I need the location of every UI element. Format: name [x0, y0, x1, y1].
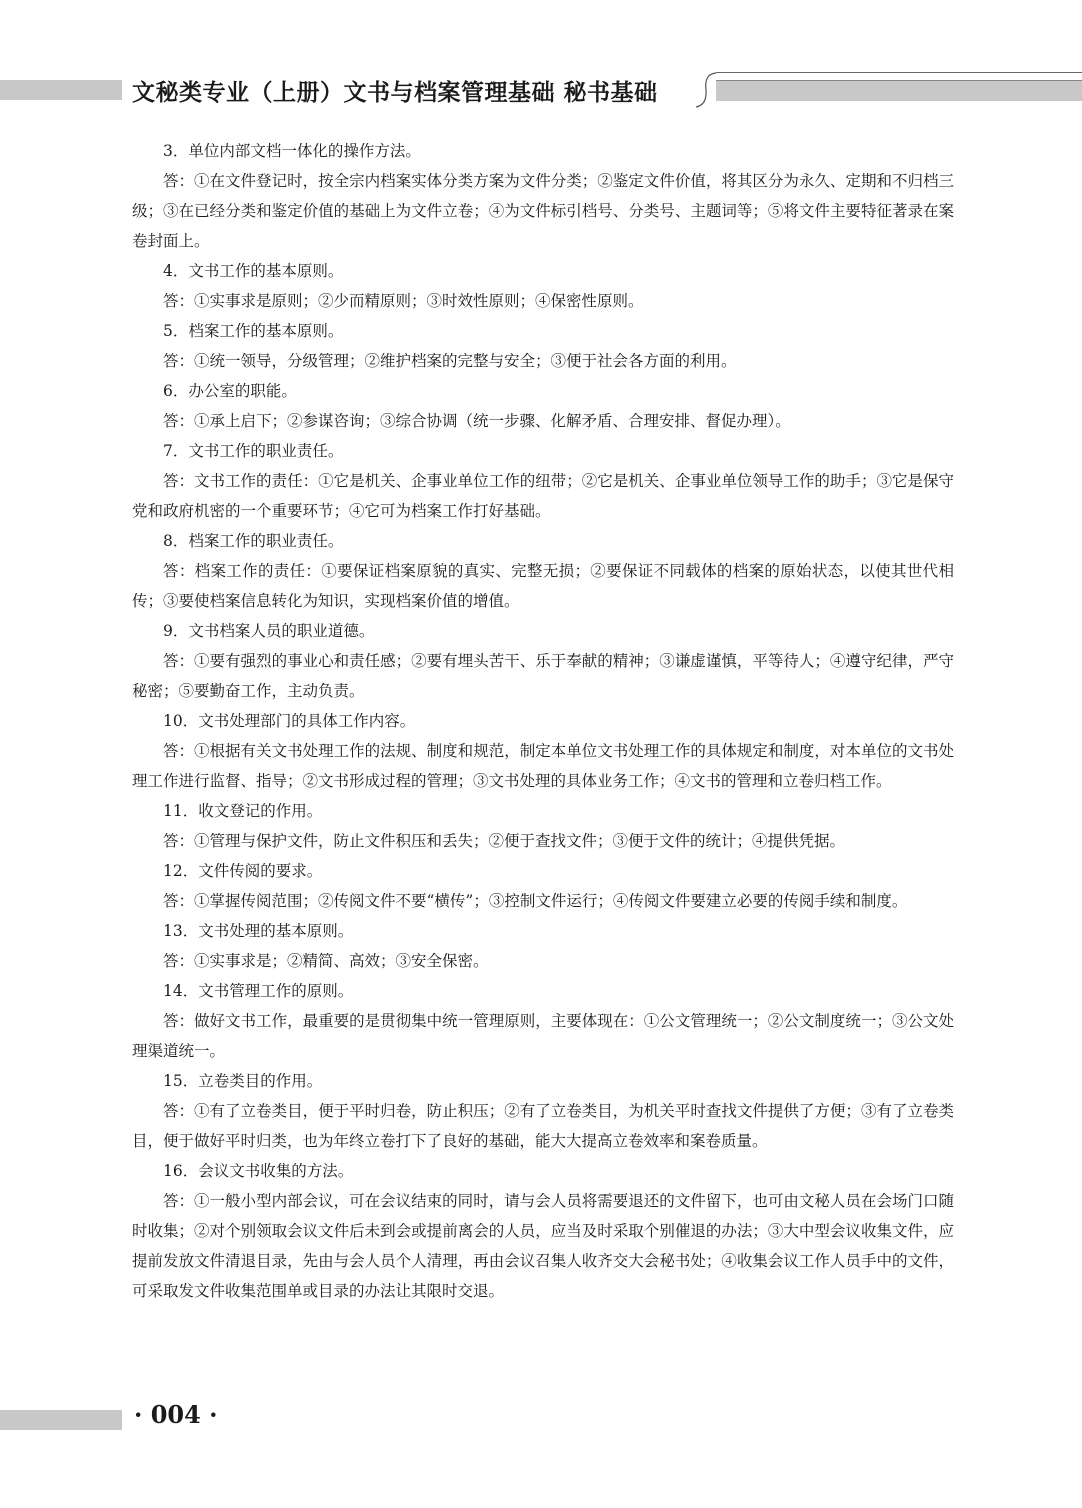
answer-7: 答：文书工作的责任：①它是机关、企事业单位工作的纽带；②它是机关、企事业单位领导工作的助手；③它是保守党和政府机密的一个重要环节；④它可为档案工作打好基础。	[132, 472, 954, 520]
header-bar-left	[0, 80, 122, 100]
answer-6: 答：①承上启下；②参谋咨询；③综合协调（统一步骤、化解矛盾、合理安排、督促办理）。	[163, 412, 791, 430]
question-7: 7．文书工作的职业责任。	[163, 442, 344, 460]
answer-12: 答：①掌握传阅范围；②传阅文件不要“横传”；③控制文件运行；④传阅文件要建立必要的传阅手续和制度。	[163, 892, 908, 910]
answer-16: 答：①一般小型内部会议，可在会议结束的同时，请与会人员将需要退还的文件留下，也可由文秘人员在会场门口随时收集；②对个别领取会议文件后未到会或提前离会的人员，应当及时采取个别催退的办法；③大中型会议收集文件，应提前发放文件清退目录，先由与会人员个人清理，再由会议召集人收齐交大会秘书处；④收集会议工作人员手中的文件，可采取发文件收集范围单或目录的办法让其限时交退。	[132, 1192, 954, 1300]
answer-11: 答：①管理与保护文件，防止文件积压和丢失；②便于查找文件；③便于文件的统计；④提供凭据。	[163, 832, 846, 850]
header-bar-right	[716, 80, 1082, 101]
answer-8: 答：档案工作的责任：①要保证档案原貌的真实、完整无损；②要保证不同载体的档案的原始状态，以使其世代相传；③要使档案信息转化为知识，实现档案价值的增值。	[132, 562, 954, 610]
question-16: 16．会议文书收集的方法。	[163, 1162, 354, 1180]
answer-4: 答：①实事求是原则；②少而精原则；③时效性原则；④保密性原则。	[163, 292, 644, 310]
question-8: 8．档案工作的职业责任。	[163, 532, 344, 550]
question-9: 9．文书档案人员的职业道德。	[163, 622, 375, 640]
page-footer	[0, 1400, 1082, 1436]
header-title: 文秘类专业（上册）文书与档案管理基础 秘书基础	[132, 80, 658, 106]
question-15: 15．立卷类目的作用。	[163, 1072, 323, 1090]
question-11: 11．收文登记的作用。	[163, 802, 323, 820]
page-header	[0, 72, 1082, 110]
answer-15: 答：①有了立卷类目，便于平时归卷，防止积压；②有了立卷类目，为机关平时查找文件提供了方便；③有了立卷类目，便于做好平时归类，也为年终立卷打下了良好的基础，能大大提高立卷效率和案卷质量。	[132, 1102, 954, 1150]
question-12: 12．文件传阅的要求。	[163, 862, 323, 880]
header-top-rule	[716, 72, 1082, 73]
page-number: · 004 ·	[134, 1400, 218, 1429]
question-10: 10．文书处理部门的具体工作内容。	[163, 712, 416, 730]
question-3: 3．单位内部文档一体化的操作方法。	[163, 142, 421, 160]
answer-10: 答：①根据有关文书处理工作的法规、制度和规范，制定本单位文书处理工作的具体规定和制度，对本单位的文书处理工作进行监督、指导；②文书形成过程的管理；③文书处理的具体业务工作；④文书的管理和立卷归档工作。	[132, 742, 954, 790]
question-4: 4．文书工作的基本原则。	[163, 262, 344, 280]
answer-9: 答：①要有强烈的事业心和责任感；②要有埋头苦干、乐于奉献的精神；③谦虚谨慎，平等待人；④遵守纪律，严守秘密；⑤要勤奋工作，主动负责。	[132, 652, 954, 700]
question-6: 6．办公室的职能。	[163, 382, 297, 400]
question-14: 14．文书管理工作的原则。	[163, 982, 354, 1000]
answer-13: 答：①实事求是；②精简、高效；③安全保密。	[163, 952, 489, 970]
page-content	[132, 136, 954, 1306]
question-13: 13．文书处理的基本原则。	[163, 922, 354, 940]
answer-3: 答：①在文件登记时，按全宗内档案实体分类方案为文件分类；②鉴定文件价值，将其区分为永久、定期和不归档三级；③在已经分类和鉴定价值的基础上为文件立卷；④为文件标引档号、分类号、主题词等；⑤将文件主要特征著录在案卷封面上。	[132, 172, 954, 250]
answer-5: 答：①统一领导，分级管理；②维护档案的完整与安全；③便于社会各方面的利用。	[163, 352, 737, 370]
answer-14: 答：做好文书工作，最重要的是贯彻集中统一管理原则，主要体现在：①公文管理统一；②公文制度统一；③公文处理渠道统一。	[132, 1012, 954, 1060]
question-5: 5．档案工作的基本原则。	[163, 322, 344, 340]
footer-bar	[0, 1410, 122, 1430]
